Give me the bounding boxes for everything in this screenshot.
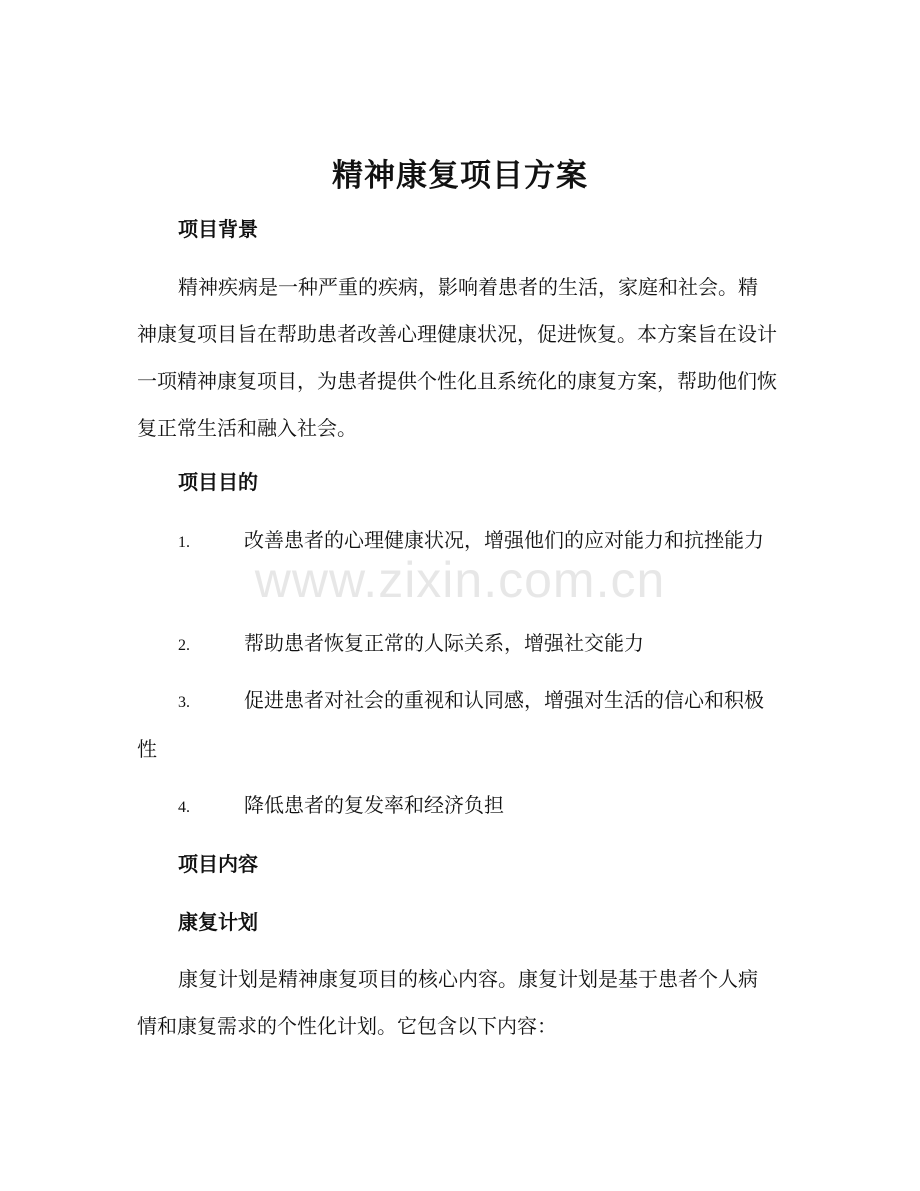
list-item-text: 改善患者的心理健康状况，增强他们的应对能力和抗挫能力 [244,528,764,552]
list-item [137,517,777,566]
section-heading-goals: 项目目的 [178,470,258,494]
background-paragraph: 精神疾病是一种严重的疾病，影响着患者的生活，家庭和社会。精神康复项目旨在帮助患者改善心理健康状况，促进恢复。本方案旨在设计一项精神康复项目，为患者提供个性化且系统化的康复方案，帮助他们恢复正常生活和融入社会。 [137,275,777,440]
list-item-text: 促进患者对社会的重视和认同感，增强对生活的信心和积极性 [137,688,764,761]
list-item-number: 4. [178,799,190,816]
list-item-text: 降低患者的复发率和经济负担 [244,793,504,817]
list-item-number: 1. [178,534,190,551]
section-heading-background: 项目背景 [178,217,258,241]
plan-paragraph: 康复计划是精神康复项目的核心内容。康复计划是基于患者个人病情和康复需求的个性化计划。它包含以下内容： [137,967,758,1038]
list-item-number: 2. [178,637,190,654]
list-item [137,677,777,773]
section-heading-content: 项目内容 [178,852,258,876]
list-item-number: 3. [178,694,190,711]
list-item-text: 帮助患者恢复正常的人际关系，增强社交能力 [244,631,644,655]
watermark: www.zixin.com.cn [254,552,666,608]
list-item [137,782,777,831]
section-heading-plan: 康复计划 [178,910,258,934]
list-item [137,620,777,669]
page-title: 精神康复项目方案 [332,158,588,194]
